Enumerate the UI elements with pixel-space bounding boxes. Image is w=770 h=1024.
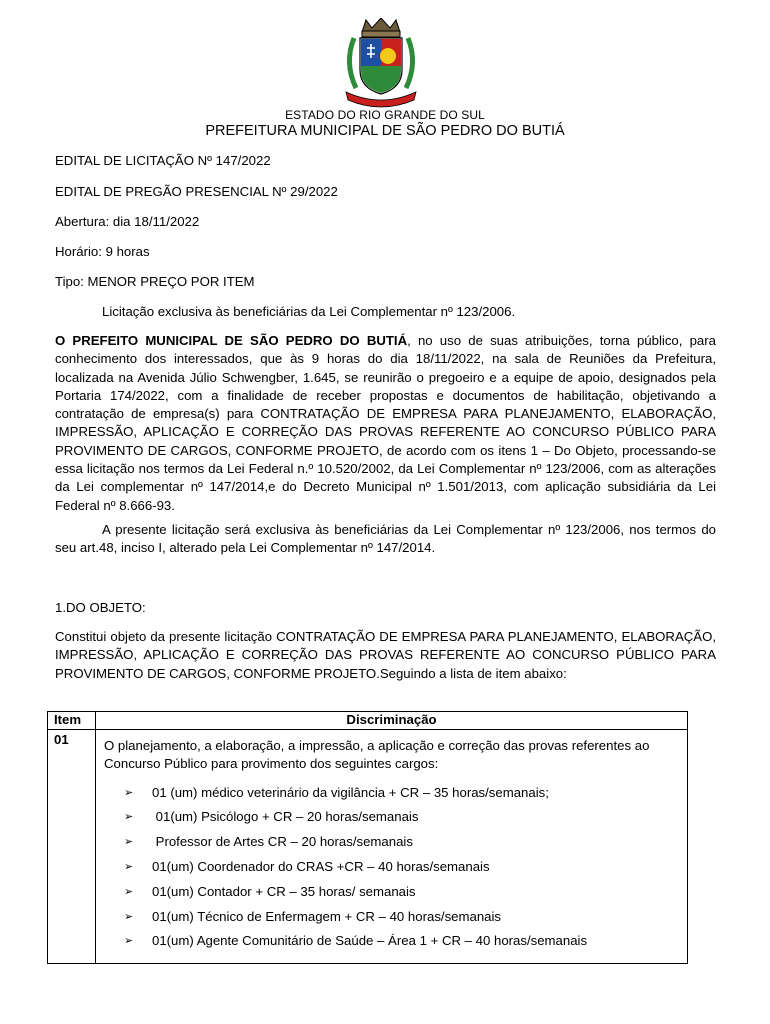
list-item: ➢ 01(um) Agente Comunitário de Saúde – Área 1 + CR – 40 horas/semanais	[104, 932, 679, 957]
arrow-bullet-icon: ➢	[124, 811, 134, 824]
horario: Horário: 9 horas	[55, 244, 150, 259]
exclusive-paragraph-text: A presente licitação será exclusiva às beneficiárias da Lei Complementar nº 123/2006, nos termos do seu art.48, inciso I, alterado pela Lei Complementar nº 147/2014.	[55, 522, 716, 556]
objeto-paragraph: Constitui objeto da presente licitação CONTRATAÇÃO DE EMPRESA PARA PLANEJAMENTO, ELABORAÇÃO, IMPRESSÃO, APLICAÇÃO E CORREÇÃO DAS PROVAS REFERENTE AO CONCURSO PÚBLICO PARA PROVIMENTO DE CARGOS, CONFORME PROJETO.Seguindo a lista de item abaixo:	[55, 629, 716, 681]
list-item: ➢ 01 (um) médico veterinário da vigilância + CR – 35 horas/semanais;	[104, 784, 679, 809]
item-number: 01	[48, 730, 96, 964]
exclusive-paragraph	[55, 521, 716, 558]
state-name: ESTADO DO RIO GRANDE DO SUL	[285, 108, 485, 122]
item-description: O planejamento, a elaboração, a impressão, a aplicação e correção das provas referentes ao Concurso Público para provimento dos seguintes cargos:	[104, 738, 650, 772]
list-item: ➢ Professor de Artes CR – 20 horas/semanais	[104, 833, 679, 858]
column-header-item: Item	[48, 712, 96, 730]
prefecture-name: PREFEITURA MUNICIPAL DE SÃO PEDRO DO BUTIÁ	[205, 123, 565, 139]
list-item: ➢ 01(um) Técnico de Enfermagem + CR – 40 horas/semanais	[104, 908, 679, 933]
list-item: ➢ 01(um) Coordenador do CRAS +CR – 40 horas/semanais	[104, 858, 679, 883]
objeto-heading: 1.DO OBJETO:	[55, 600, 146, 615]
edital-licitacao: EDITAL DE LICITAÇÃO Nº 147/2022	[55, 153, 271, 168]
arrow-bullet-icon: ➢	[124, 885, 134, 898]
edital-pregao: EDITAL DE PREGÃO PRESENCIAL Nº 29/2022	[55, 184, 338, 199]
arrow-bullet-icon: ➢	[124, 910, 134, 923]
arrow-bullet-icon: ➢	[124, 786, 134, 799]
arrow-bullet-icon: ➢	[124, 935, 134, 948]
municipal-crest-logo	[340, 18, 422, 108]
list-item: ➢ 01(um) Contador + CR – 35 horas/ semanais	[104, 883, 679, 908]
table-row	[48, 730, 688, 964]
items-table	[47, 711, 688, 964]
abertura-date: Abertura: dia 18/11/2022	[55, 214, 200, 229]
list-item: ➢ 01(um) Psicólogo + CR – 20 horas/semanais	[104, 808, 679, 833]
arrow-bullet-icon: ➢	[124, 836, 134, 849]
exclusive-notice: Licitação exclusiva às beneficiárias da Lei Complementar nº 123/2006.	[102, 304, 516, 319]
column-header-discriminacao: Discriminação	[96, 712, 688, 730]
position-list	[104, 784, 679, 958]
tipo: Tipo: MENOR PREÇO POR ITEM	[55, 274, 255, 289]
intro-paragraph	[55, 332, 716, 515]
item-description-cell	[96, 730, 688, 964]
arrow-bullet-icon: ➢	[124, 860, 134, 873]
intro-text: , no uso de suas atribuições, torna público, para conhecimento dos interessados, que às 9 horas do dia 18/11/2022, na sala de Reuniões da Prefeitura, localizada na Avenida Júlio Schwengber, 1.645, se reunirão o pregoeiro e a equipe de apoio, designados pela Portaria 174/2022, com a finalidade de receber propostas e documentos de habilitação, objetivando a contratação de empresa(s) para CONTRATAÇÃO DE EMPRESA PARA PLANEJAMENTO, ELABORAÇÃO, IMPRESSÃO, APLICAÇÃO E CORREÇÃO DAS PROVAS REFERENTE AO CONCURSO PÚBLICO PARA PROVIMENTO DE CARGOS, CONFORME PROJETO, de acordo com os itens 1 – Do Objeto, processando-se essa licitação nos termos da Lei Federal n.º 10.520/2002, da Lei Complementar nº 123/2006, com as alterações da Lei complementar nº 147/2014,e do Decreto Municipal nº 1.501/2013, com aplicação subsidiária da Lei Federal nº 8.666-93.	[55, 333, 716, 513]
intro-bold-lead: O PREFEITO MUNICIPAL DE SÃO PEDRO DO BUTIÁ	[55, 333, 408, 348]
